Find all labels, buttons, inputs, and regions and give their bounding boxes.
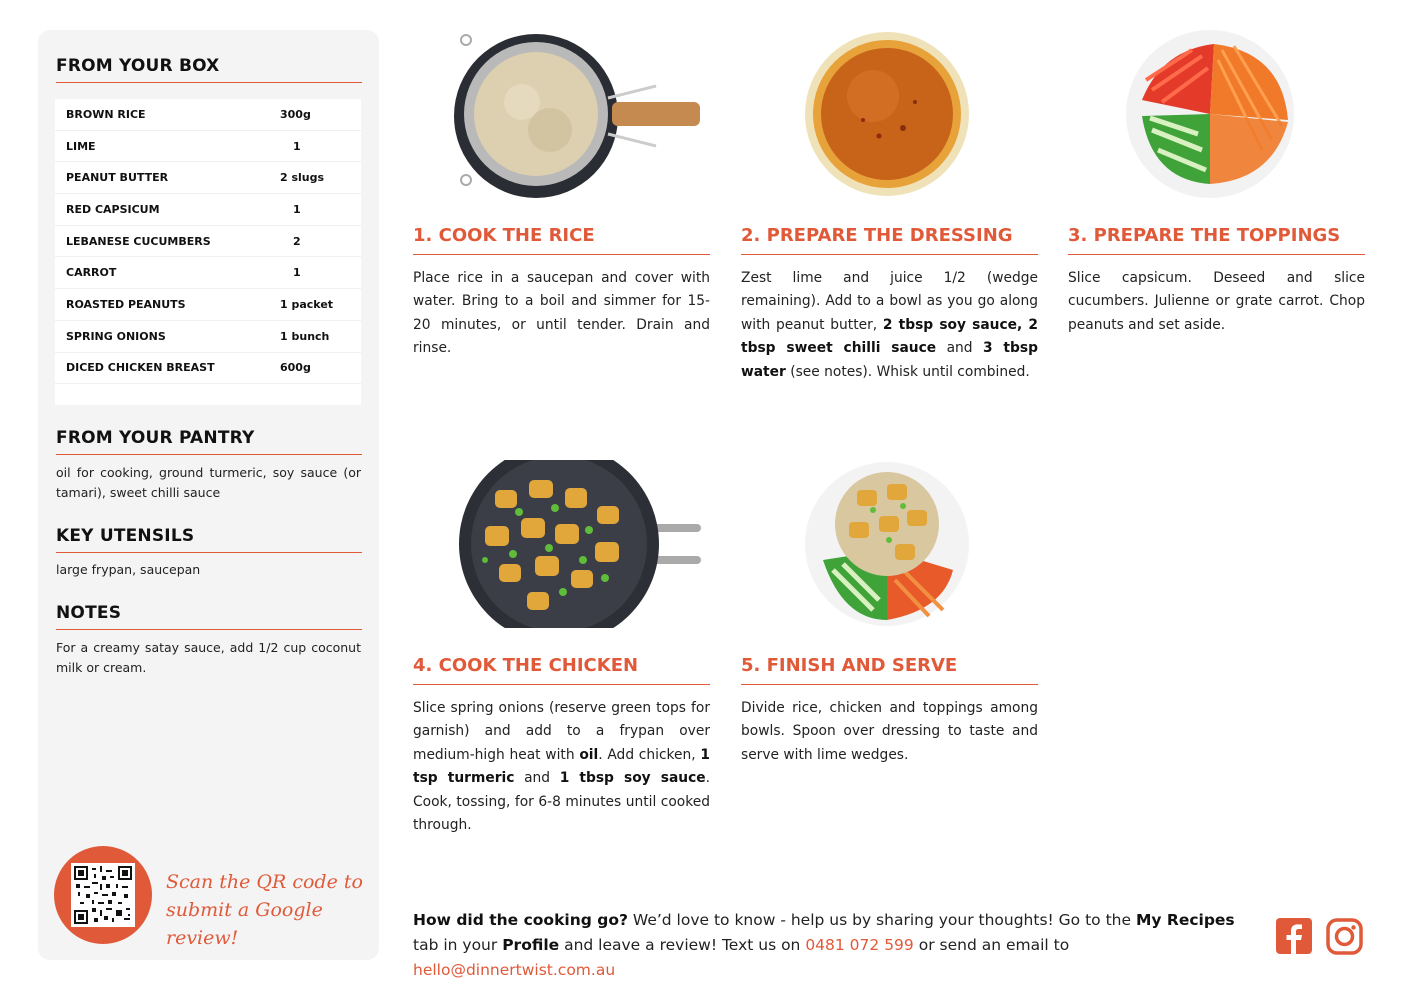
step-4-text-part: and xyxy=(514,770,560,787)
rice-photo xyxy=(452,30,620,198)
ingredient-name: ROASTED PEANUTS xyxy=(66,297,186,311)
step-5-text-part: Divide rice, chicken and toppings among bowls. Spoon over dressing to taste and serve with lime wedges. xyxy=(741,700,1038,763)
ingredient-name: LIME xyxy=(66,139,96,153)
profile-label: Profile xyxy=(502,936,560,954)
ingredient-name: SPRING ONIONS xyxy=(66,329,166,343)
ingredient-qty: 2 slugs xyxy=(280,171,325,185)
ingredient-name: CARROT xyxy=(66,266,117,280)
utensils-text: large frypan, saucepan xyxy=(56,562,201,577)
ingredient-row xyxy=(55,353,361,385)
step-2-title: 2. PREPARE THE DRESSING xyxy=(741,225,1038,255)
phone-link[interactable]: 0481 072 599 xyxy=(805,936,914,954)
step-1-text-part: Place rice in a saucepan and cover with water. Bring to a boil and simmer for 15-20 minutes, or until tender. Drain and rinse. xyxy=(413,270,710,357)
qr-note xyxy=(166,868,366,952)
ingredient-row xyxy=(55,99,361,131)
step-2-text-part: Zest lime and juice 1/2 (wedge remaining). Add to a bowl as you go along with peanut butter, xyxy=(741,270,1038,333)
step-3-text xyxy=(1068,267,1365,337)
ingredient-qty: 1 xyxy=(293,202,301,216)
step-5-text xyxy=(741,697,1038,767)
step-3-text-part: Slice capsicum. Deseed and slice cucumbers. Julienne or grate carrot. Chop peanuts and set aside. xyxy=(1068,270,1365,333)
step-4-text xyxy=(413,697,710,837)
ingredient-qty: 1 bunch xyxy=(280,329,330,343)
finished-dish-photo xyxy=(803,460,971,628)
sidebar xyxy=(38,30,379,960)
notes-title: NOTES xyxy=(56,603,362,630)
ingredient-row xyxy=(55,131,361,163)
review-footer xyxy=(413,908,1263,983)
email-link[interactable]: hello@dinnertwist.com.au xyxy=(413,961,616,979)
toppings-photo xyxy=(1122,30,1290,198)
step-2-bold-part: 2 tbsp soy sauce, 2 tbsp sweet chilli sauce xyxy=(741,316,1038,357)
ingredient-row xyxy=(55,289,361,321)
footer-text: We’d love to know - help us by sharing your thoughts! Go to the xyxy=(627,911,1136,929)
step-2-text-part: (see notes). Whisk until combined. xyxy=(785,363,1030,380)
my-recipes-label: My Recipes xyxy=(1135,911,1235,929)
ingredient-row xyxy=(55,321,361,353)
notes-text: For a creamy satay sauce, add 1/2 cup coconut milk or cream. xyxy=(56,640,361,675)
step-4-title: 4. COOK THE CHICKEN xyxy=(413,655,710,685)
footer-text: and leave a review! Text us on xyxy=(559,936,806,954)
ingredient-name: BROWN RICE xyxy=(66,107,146,121)
ingredient-name: DICED CHICKEN BREAST xyxy=(66,361,215,375)
step-1-text xyxy=(413,267,710,361)
ingredients-table xyxy=(55,99,361,405)
qr-badge[interactable] xyxy=(54,846,152,944)
ingredient-qty: 1 xyxy=(293,266,301,280)
ingredient-qty: 1 xyxy=(293,139,301,153)
ingredient-qty: 600g xyxy=(280,361,311,375)
ingredient-qty: 300g xyxy=(280,107,311,121)
step-4-bold-part: 1 tbsp soy sauce xyxy=(559,770,706,787)
step-2-text xyxy=(741,267,1038,384)
step-4-bold-part: 1 tsp turmeric xyxy=(413,746,710,787)
qr-note-line2: submit a Google review! xyxy=(166,899,323,949)
step-4-text-part: Slice spring onions (reserve green tops for garnish) and add to a frypan over medium-high heat with xyxy=(413,700,710,763)
qr-code-icon[interactable] xyxy=(71,863,135,927)
qr-note-line1: Scan the QR code to xyxy=(166,871,363,893)
footer-text: or send an email to xyxy=(913,936,1070,954)
dressing-photo xyxy=(803,30,971,198)
from-box-title: FROM YOUR BOX xyxy=(56,56,362,83)
chicken-photo xyxy=(455,460,623,628)
ingredient-qty: 2 xyxy=(293,234,301,248)
facebook-icon[interactable] xyxy=(1276,918,1312,958)
step-4-text-part: . Cook, tossing, for 6-8 minutes until cooked through. xyxy=(413,770,711,834)
ingredient-row xyxy=(55,226,361,258)
step-4-bold-part: oil xyxy=(579,746,599,763)
pantry-title: FROM YOUR PANTRY xyxy=(56,428,362,455)
step-5-title: 5. FINISH AND SERVE xyxy=(741,655,1038,685)
ingredient-name: LEBANESE CUCUMBERS xyxy=(66,234,211,248)
instagram-icon[interactable] xyxy=(1326,918,1363,959)
utensils-title: KEY UTENSILS xyxy=(56,526,362,553)
ingredient-name: PEANUT BUTTER xyxy=(66,171,169,185)
step-2-text-part: and xyxy=(936,340,983,357)
footer-text: tab in your xyxy=(413,936,503,954)
step-3-title: 3. PREPARE THE TOPPINGS xyxy=(1068,225,1365,255)
ingredient-row xyxy=(55,257,361,289)
ingredient-name: RED CAPSICUM xyxy=(66,202,160,216)
ingredient-row xyxy=(55,194,361,226)
ingredient-row xyxy=(55,162,361,194)
footer-question: How did the cooking go? xyxy=(413,911,628,929)
step-1-title: 1. COOK THE RICE xyxy=(413,225,710,255)
pantry-text: oil for cooking, ground turmeric, soy sauce (or tamari), sweet chilli sauce xyxy=(56,465,361,500)
ingredient-qty: 1 packet xyxy=(280,297,334,311)
step-4-text-part: . Add chicken, xyxy=(598,746,701,763)
step-2-bold-part: 3 tbsp water xyxy=(741,340,1038,380)
